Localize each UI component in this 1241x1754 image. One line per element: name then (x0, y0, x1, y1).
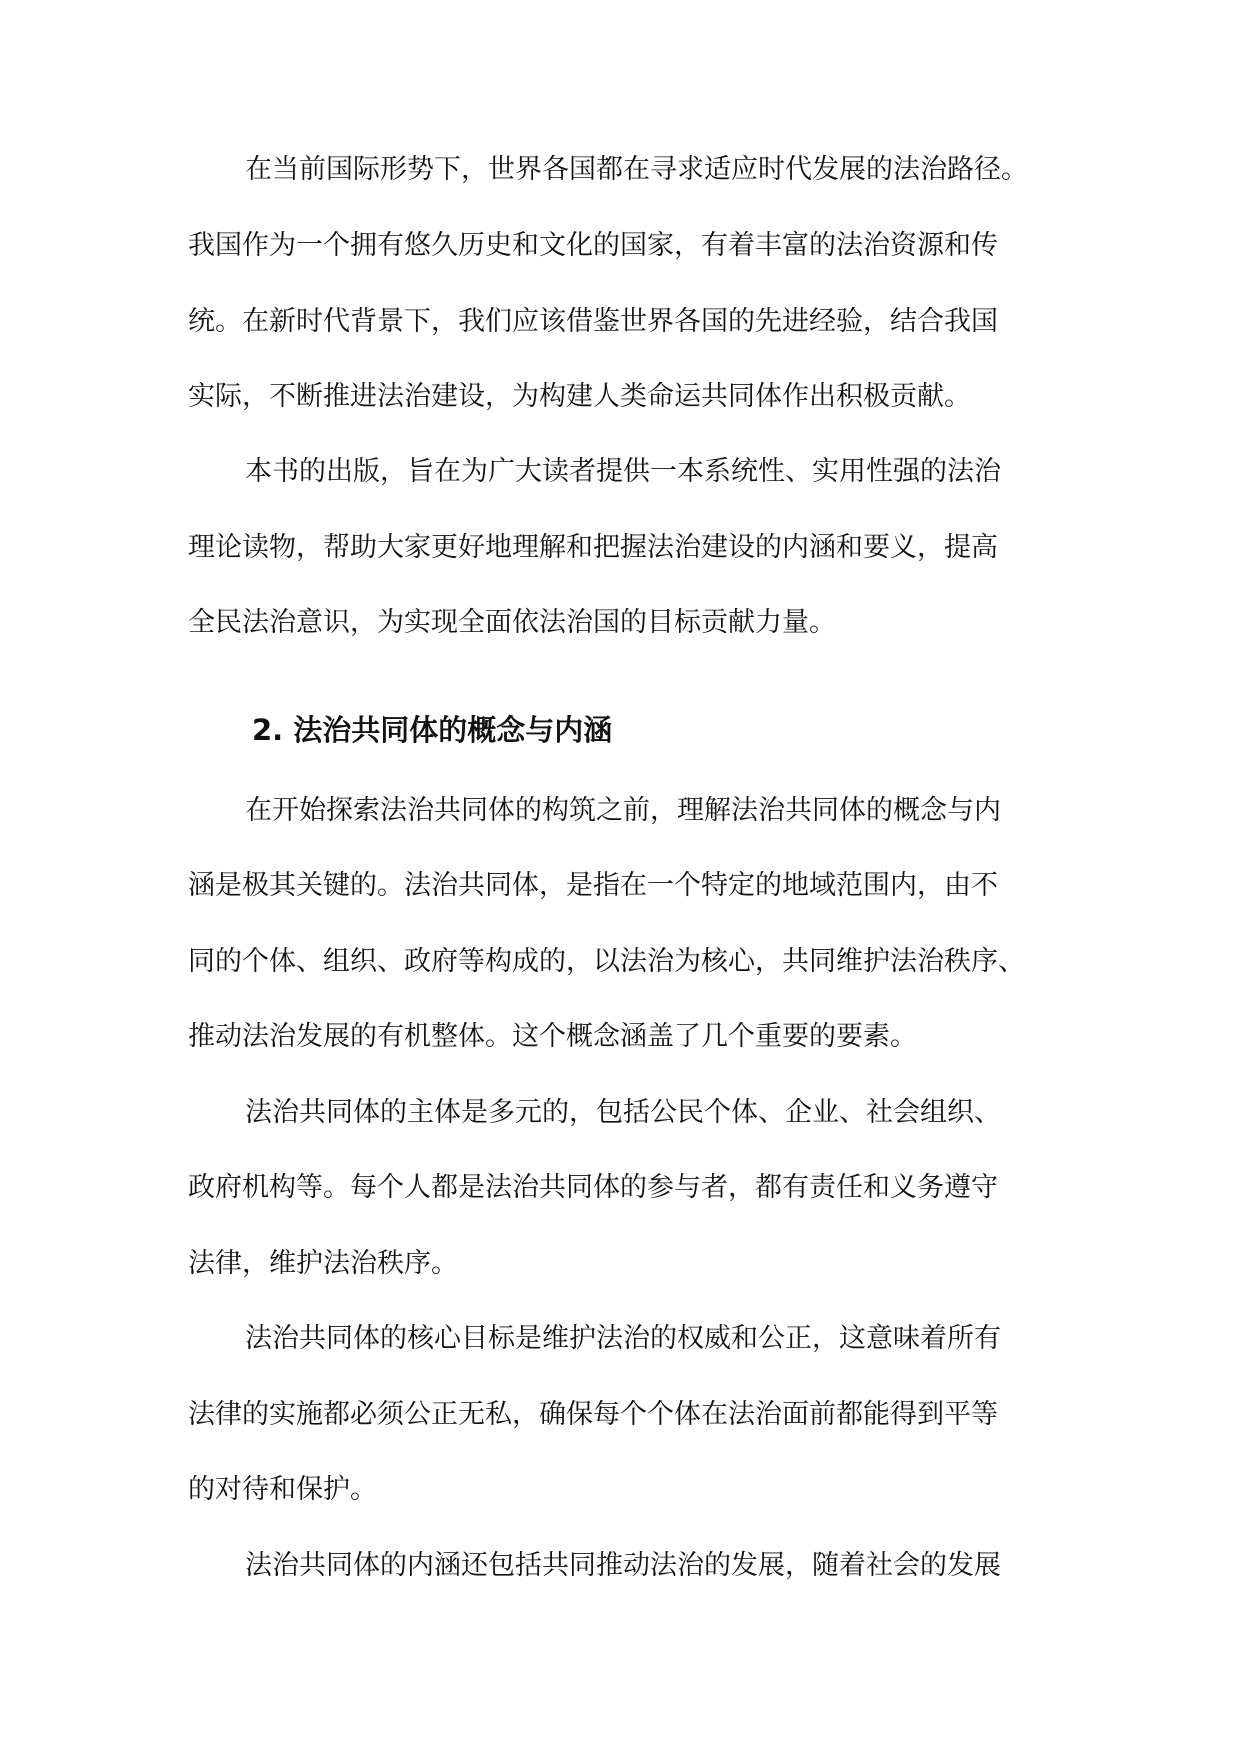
paragraph-1-line-2: 我国作为一个拥有悠久历史和文化的国家，有着丰富的法治资源和传 (188, 230, 998, 261)
paragraph-5-line-3: 的对待和保护。 (188, 1474, 377, 1505)
paragraph-6-line-1: 法治共同体的内涵还包括共同推动法治的发展，随着社会的发展 (245, 1550, 1001, 1581)
paragraph-4-line-1: 法治共同体的主体是多元的，包括公民个体、企业、社会组织、 (245, 1097, 1001, 1128)
paragraph-3-line-3: 同的个体、组织、政府等构成的，以法治为核心，共同维护法治秩序、 (188, 946, 1025, 977)
section-heading: 2. 法治共同体的概念与内涵 (252, 713, 613, 747)
paragraph-3-line-1: 在开始探索法治共同体的构筑之前，理解法治共同体的概念与内 (245, 795, 1001, 826)
paragraph-3-line-2: 涵是极其关键的。法治共同体，是指在一个特定的地域范围内，由不 (188, 870, 998, 901)
paragraph-1-line-3: 统。在新时代背景下，我们应该借鉴世界各国的先进经验，结合我国 (188, 306, 998, 337)
paragraph-5-line-2: 法律的实施都必须公正无私，确保每个个体在法治面前都能得到平等 (188, 1399, 998, 1430)
paragraph-2-line-1: 本书的出版，旨在为广大读者提供一本系统性、实用性强的法治 (245, 456, 1001, 487)
paragraph-4-line-2: 政府机构等。每个人都是法治共同体的参与者，都有责任和义务遵守 (188, 1172, 998, 1203)
paragraph-4-line-3: 法律，维护法治秩序。 (188, 1248, 458, 1279)
paragraph-2-line-2: 理论读物，帮助大家更好地理解和把握法治建设的内涵和要义，提高 (188, 532, 998, 563)
paragraph-3-line-4: 推动法治发展的有机整体。这个概念涵盖了几个重要的要素。 (188, 1021, 917, 1052)
paragraph-1-line-4: 实际，不断推进法治建设，为构建人类命运共同体作出积极贡献。 (188, 381, 971, 412)
paragraph-5-line-1: 法治共同体的核心目标是维护法治的权威和公正，这意味着所有 (245, 1323, 1001, 1354)
paragraph-1-line-1: 在当前国际形势下，世界各国都在寻求适应时代发展的法治路径。 (245, 154, 1028, 185)
paragraph-2-line-3: 全民法治意识，为实现全面依法治国的目标贡献力量。 (188, 607, 836, 638)
